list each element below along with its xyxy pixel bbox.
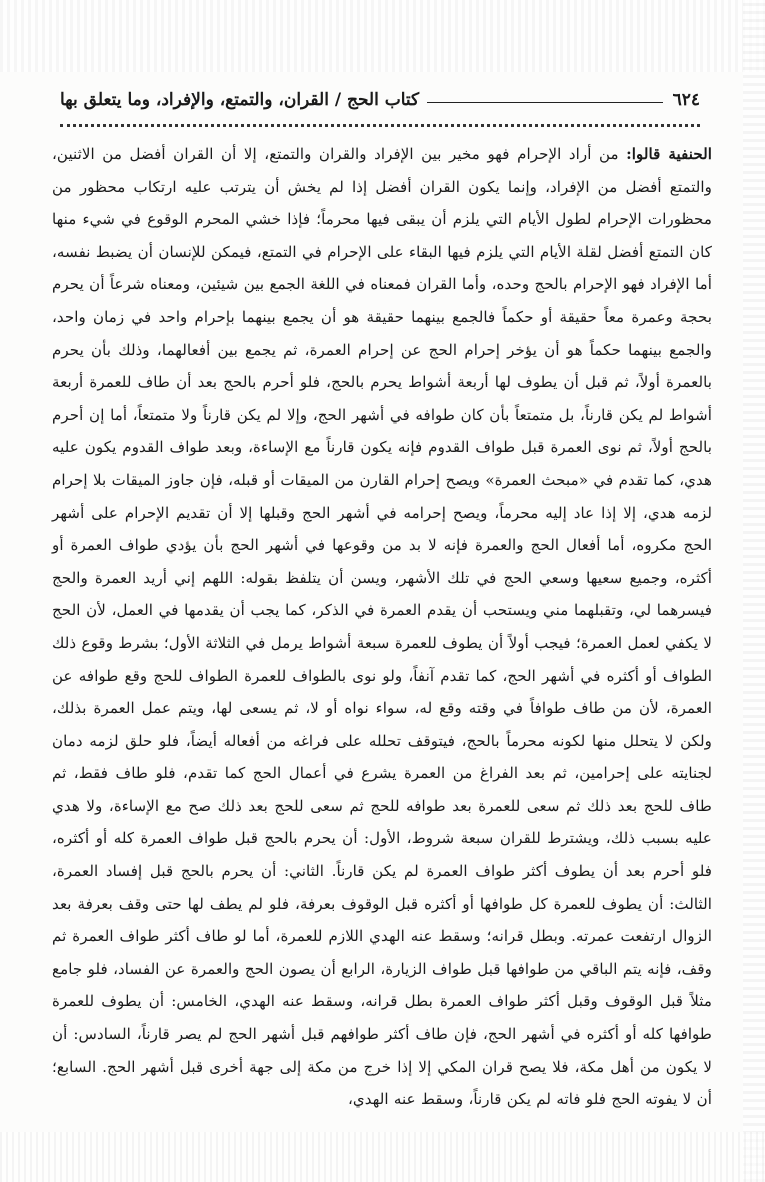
scan-edge-right: [743, 0, 765, 1182]
scan-edge-bottom: [0, 1132, 765, 1182]
running-header: [60, 80, 700, 110]
dotted-separator: [60, 114, 700, 127]
header-rule: [427, 102, 662, 103]
paragraph-text: من أراد الإحرام فهو مخير بين الإفراد والقران والتمتع، إلا أن القران أفضل من الاثنين، والتمتع أفضل من الإفراد، وإنما يكون القران أفضل إذا لم يخش أن يترتب عليه ارتكاب محظور من محظورات الإحرام لطول الأيام التي يلزم أن يبقى فيها محرماً؛ فإذا خشي المحرم الوقوع في شيء منها كان التمتع أفضل لقلة الأيام التي يلزم فيها البقاء على الإحرام في التمتع، فيمكن للإنسان أن يضبط نفسه، أما الإفراد فهو الإحرام بالحج وحده، وأما القران فمعناه في اللغة الجمع بين شيئين، ومعناه شرعاً أن يحرم بحجة وعمرة معاً حقيقة أو حكماً فالجمع بينهما حقيقة هو أن يجمع بينهما بإحرام واحد في زمان واحد، والجمع بينهما حكماً هو أن يؤخر إحرام الحج عن إحرام العمرة، ثم يجمع بين أفعالهما، وذلك بأن يحرم بالعمرة أولاً، ثم قبل أن يطوف لها أربعة أشواط يحرم بالحج، فلو أحرم بالحج بعد أن طاف للعمرة أربعة أشواط لم يكن قارناً، بل متمتعاً بأن كان طوافه في أشهر الحج، وإلا لم يكن قارناً ولا متمتعاً، أما إن أحرم بالحج أولاً، ثم نوى العمرة قبل طواف القدوم فإنه يكون قارناً مع الإساءة، وبعد طواف القدوم يكون عليه هدي، كما تقدم في «مبحث العمرة» ويصح إحرام القارن من الميقات أو قبله، فإن جاوز الميقات بلا إحرام لزمه هدي، إلا إذا عاد إليه محرماً، ويصح إحرامه في أشهر الحج وقبلها إلا أن تقديم الإحرام على أشهر الحج مكروه، أما أفعال الحج والعمرة فإنه لا بد من وقوعها في أشهر الحج بأن يؤدي طواف العمرة أو أكثره، وجميع سعيها وسعي الحج في تلك الأشهر، ويسن أن يتلفظ بقوله: اللهم إني أريد العمرة والحج فيسرهما لي، وتقبلهما مني ويستحب أن يقدم العمرة في الذكر، كما يجب أن يقدمها في العمل، لأن الحج لا يكفي لعمل العمرة؛ فيجب أولاً أن يطوف للعمرة سبعة أشواط يرمل في الثلاثة الأول؛ بشرط وقوع ذلك الطواف أو أكثره في أشهر الحج، كما تقدم آنفاً، ولو نوى بالطواف للعمرة الطواف للحج وقع طوافه عن العمرة، لأن من طاف طوافاً في وقته وقع له، سواء نواه أو لا، ثم يسعى لها، ويتم عمل العمرة بذلك، ولكن لا يتحلل منها لكونه محرماً بالحج، فيتوقف تحلله على فراغه من أفعاله أيضاً، فلو حلق لزمه دمان لجنايته على إحرامين، ثم بعد الفراغ من العمرة يشرع في أعمال الحج كما تقدم، فلو طاف فقط، ثم طاف للحج بعد ذلك ثم سعى للعمرة بعد طوافه للحج ثم سعى للحج بعد ذلك صح مع الإساءة، ولا هدي عليه بسبب ذلك، ويشترط للقران سبعة شروط، الأول: أن يحرم بالحج قبل طواف العمرة كله أو أكثره، فلو أحرم بعد أن يطوف أكثر طواف العمرة لم يكن قارناً. الثاني: أن يحرم بالحج قبل إفساد العمرة، الثالث: أن يطوف للعمرة كل طوافها أو أكثره قبل الوقوف بعرفة، فلو لم يطف لها حتى وقف بعرفة بعد الزوال ارتفعت عمرته. وبطل قرانه؛ وسقط عنه الهدي اللازم للعمرة، أما لو طاف أكثر طواف العمرة ثم وقف، فإنه يتم الباقي من طوافها قبل طواف الزيارة، الرابع أن يصون الحج والعمرة عن الفساد، فلو جامع مثلاً قبل الوقوف وقبل أكثر طواف العمرة بطل قرانه، وسقط عنه الهدي، الخامس: أن يطوف للعمرة طوافها كله أو أكثره في أشهر الحج، فإن طاف أكثر طوافهم قبل أشهر الحج لم يصر قارناً، السادس: أن لا يكون من أهل مكة، فلا يصح قران المكي إلا إذا خرج من مكة إلى جهة أخرى قبل أشهر الحج. السابع؛ أن لا يفوته الحج فلو فاته لم يكن قارناً، وسقط عنه الهدي،: [52, 145, 712, 1109]
page-number: ٦٢٤: [672, 90, 700, 110]
scan-edge-top: [0, 0, 765, 72]
school-label: الحنفية قالوا:: [626, 145, 712, 163]
footnote-paragraph: [52, 138, 712, 1116]
chapter-title: كتاب الحج / القران، والتمتع، والإفراد، وما يتعلق بها: [60, 90, 420, 110]
